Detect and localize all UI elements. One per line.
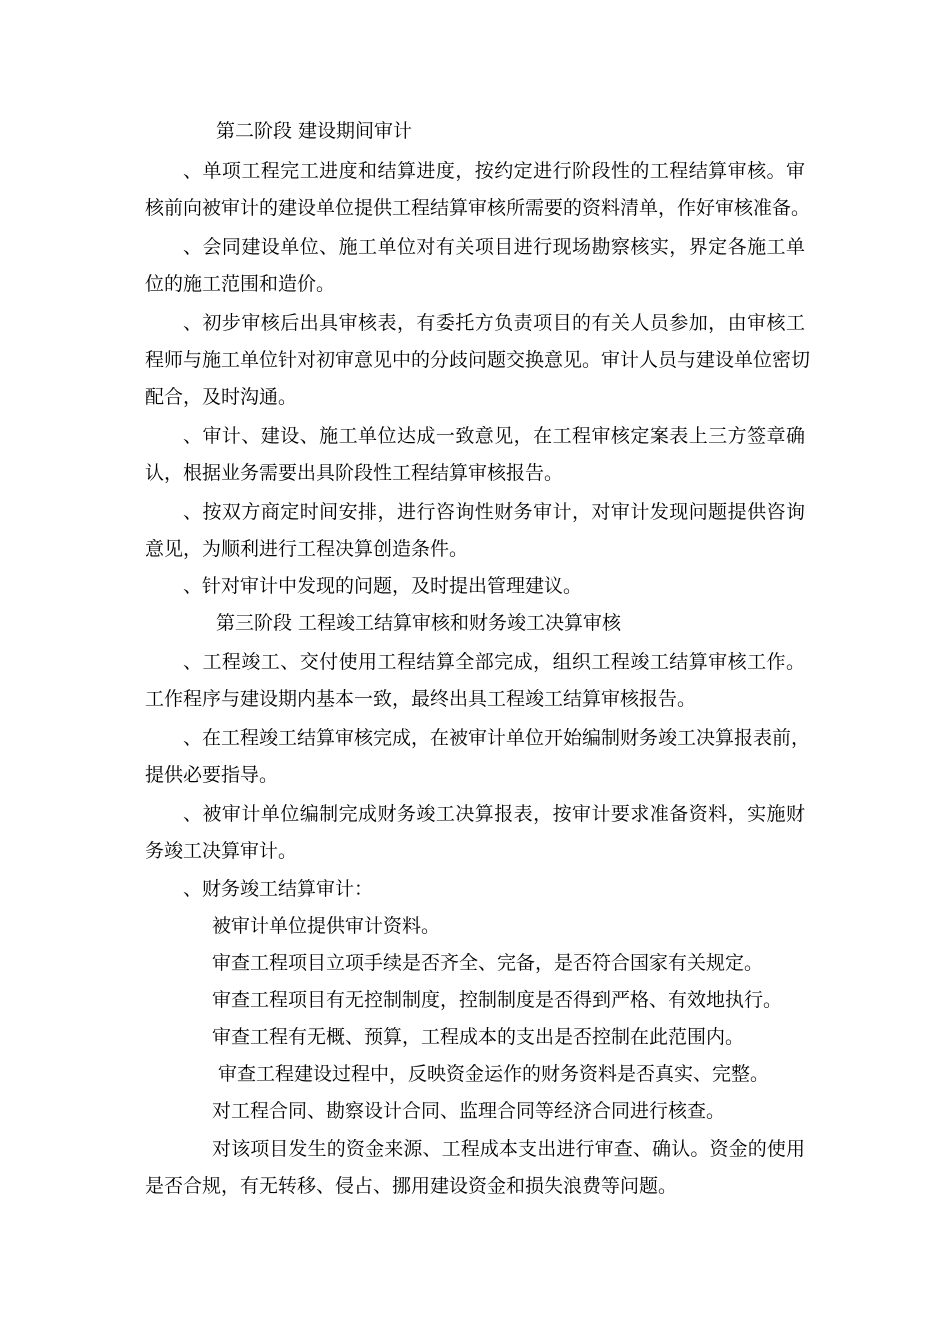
heading-stage-3: 第三阶段 工程竣工结算审核和财务竣工决算审核 [216, 612, 622, 634]
paragraph-1-line-2: 核前向被审计的建设单位提供工程结算审核所需要的资料清单，作好审核准备。 [145, 197, 811, 219]
paragraph-7-line-1: 、工程竣工、交付使用工程结算全部完成，组织工程竣工结算审核工作。 [183, 651, 805, 673]
heading-stage-2: 第二阶段 建设期间审计 [216, 120, 413, 142]
paragraph-8-line-1: 、在工程竣工结算审核完成，在被审计单位开始编制财务竣工决算报表前， [183, 727, 811, 749]
paragraph-2-line-2: 位的施工范围和造价。 [145, 273, 336, 295]
paragraph-1-line-1: 、单项工程完工进度和结算进度，按约定进行阶段性的工程结算审核。审 [183, 160, 805, 182]
item-2: 审查工程项目立项手续是否齐全、完备，是否符合国家有关规定。 [212, 952, 764, 974]
paragraph-2-line-1: 、会同建设单位、施工单位对有关项目进行现场勘察核实，界定各施工单 [183, 236, 805, 258]
paragraph-5-line-1: 、按双方商定时间安排，进行咨询性财务审计，对审计发现问题提供咨询 [183, 501, 805, 523]
paragraph-3-line-3: 配合，及时沟通。 [145, 386, 298, 408]
paragraph-3-line-1: 、初步审核后出具审核表，有委托方负责项目的有关人员参加，由审核工 [183, 312, 805, 334]
paragraph-9-line-1: 、被审计单位编制完成财务竣工决算报表，按审计要求准备资料，实施财 [183, 803, 805, 825]
item-5: 审查工程建设过程中，反映资金运作的财务资料是否真实、完整。 [218, 1063, 770, 1085]
paragraph-7-line-2: 工作程序与建设期内基本一致，最终出具工程竣工结算审核报告。 [145, 688, 697, 710]
paragraph-3-line-2: 程师与施工单位针对初审意见中的分歧问题交换意见。审计人员与建设单位密切 [145, 349, 811, 371]
paragraph-10-line-1: 、财务竣工结算审计： [183, 878, 374, 900]
paragraph-5-line-2: 意见，为顺利进行工程决算创造条件。 [145, 538, 469, 560]
item-3: 审查工程项目有无控制制度，控制制度是否得到严格、有效地执行。 [212, 989, 783, 1011]
paragraph-6-line-1: 、针对审计中发现的问题，及时提出管理建议。 [183, 575, 583, 597]
paragraph-9-line-2: 务竣工决算审计。 [145, 840, 298, 862]
item-7-line-2: 是否合规，有无转移、侵占、挪用建设资金和损失浪费等问题。 [145, 1175, 678, 1197]
item-6: 对工程合同、勘察设计合同、监理合同等经济合同进行核查。 [212, 1100, 726, 1122]
paragraph-4-line-2: 认，根据业务需要出具阶段性工程结算审核报告。 [145, 462, 564, 484]
item-7-line-1: 对该项目发生的资金来源、工程成本支出进行审查、确认。资金的使用 [212, 1138, 805, 1160]
paragraph-4-line-1: 、审计、建设、施工单位达成一致意见，在工程审核定案表上三方签章确 [183, 425, 805, 447]
item-1: 被审计单位提供审计资料。 [212, 915, 441, 937]
item-4: 审查工程有无概、预算，工程成本的支出是否控制在此范围内。 [212, 1026, 745, 1048]
paragraph-8-line-2: 提供必要指导。 [145, 764, 279, 786]
